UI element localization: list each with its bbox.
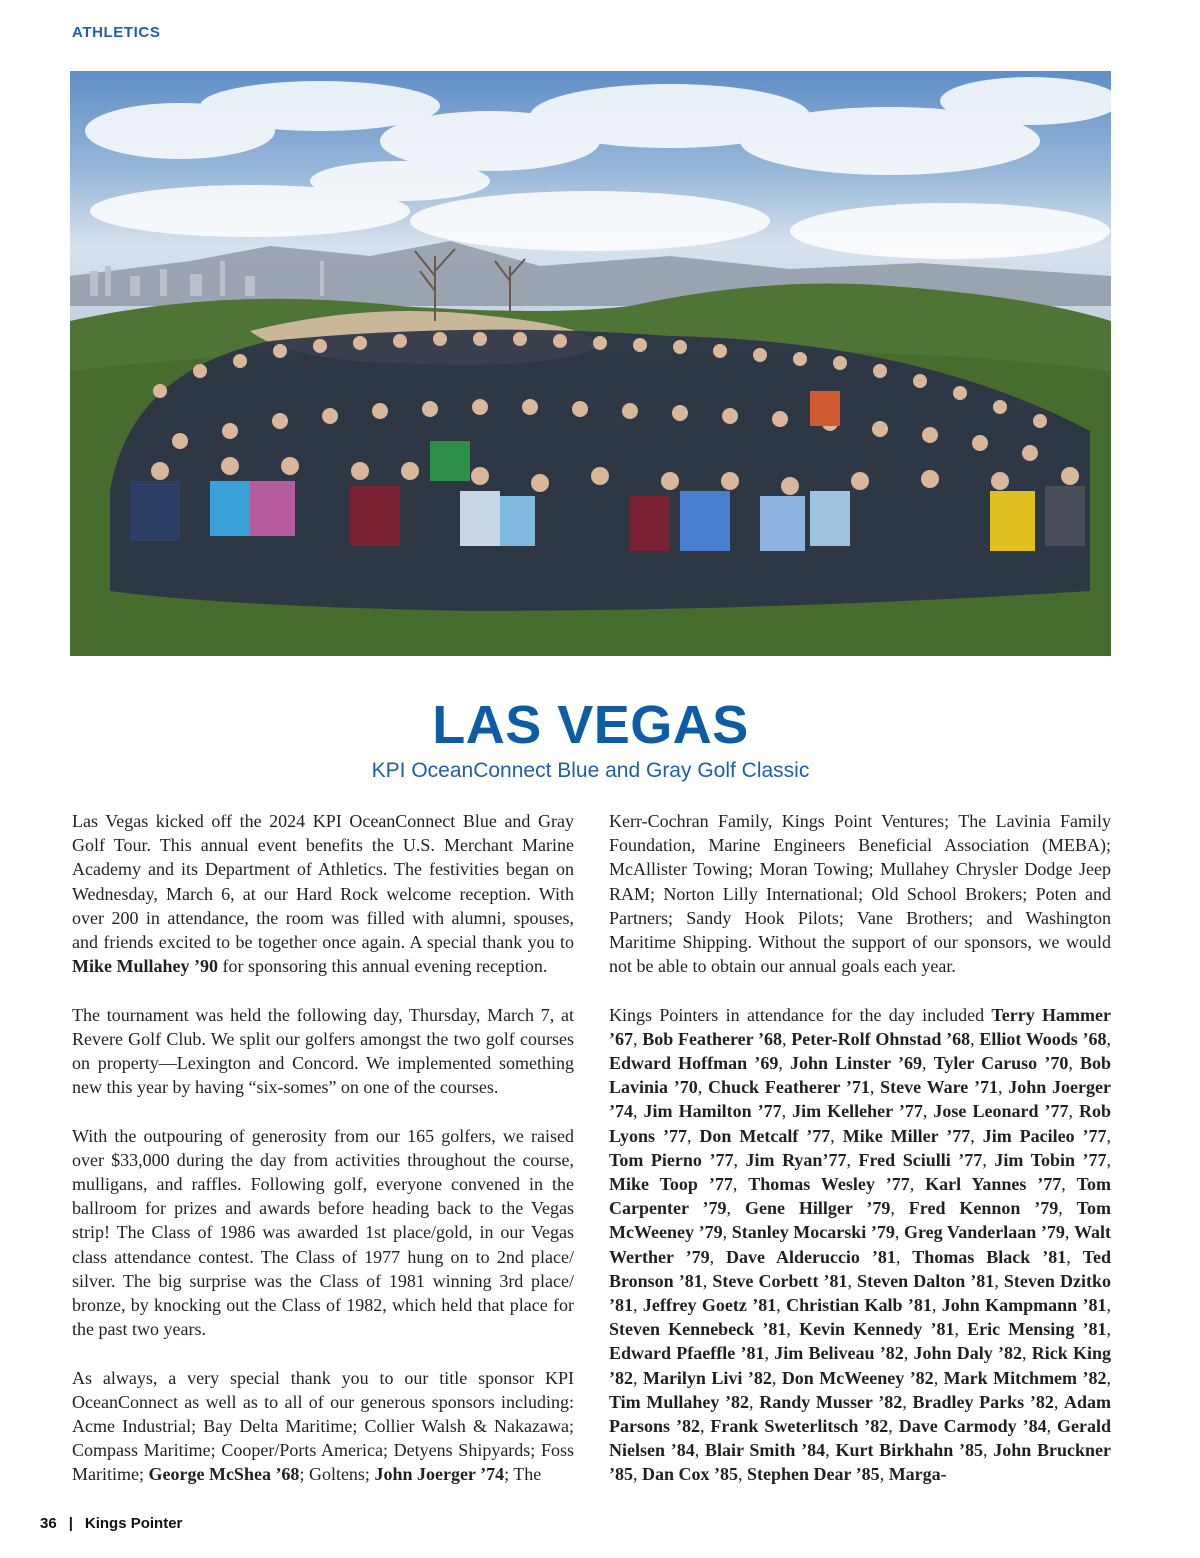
attendee-name: Bradley Parks ’82 (912, 1391, 1054, 1412)
attendee-name: John Bruckner ’85 (609, 1440, 1111, 1485)
attendee-name: Greg Vanderlaan ’79 (904, 1222, 1065, 1243)
paragraph-text: Las Vegas kicked off the 2024 KPI OceanConnect Blue and Gray Golf Tour. This annual event benefits the U.S. Merchant Marine Academy and its Department of Athletics. The festivities began on Wednesday, March 6, at our Hard Rock welcome reception. With over 200 in attendance, the room was filled with alumni, spouses, and friends excited to be together once again. A special thank you to (72, 811, 574, 953)
attendee-name: Kurt Birkhahn ’85 (835, 1440, 983, 1461)
attendee-name: Tom McWeeney ’79 (609, 1198, 1112, 1243)
attendee-name: Don Metcalf ’77 (699, 1125, 831, 1146)
attendee-name: Jim Kelleher ’77 (792, 1101, 923, 1122)
attendee-name: Stephen Dear ’85 (747, 1464, 880, 1485)
paragraph-text: Kings Pointers in attendance for the day included (609, 1004, 992, 1025)
paragraph-text: ; Goltens; (299, 1464, 375, 1485)
attendee-name: Fred Sciulli ’77 (858, 1149, 983, 1170)
attendee-name: Steven Dalton ’81 (857, 1270, 995, 1291)
attendee-name: Randy Musser ’82 (759, 1391, 903, 1412)
attendee-name: Frank Sweterlitsch ’82 (710, 1416, 889, 1437)
attendee-name: Steve Ware ’71 (880, 1077, 998, 1098)
attendee-name: Steve Corbett ’81 (712, 1270, 848, 1291)
attendee-name: Rick King ’82 (609, 1343, 1111, 1388)
attendee-name: Terry Hammer ’67 (609, 1004, 1111, 1049)
attendee-name: Mike Toop ’77 (609, 1174, 733, 1195)
attendee-name: Thomas Wesley ’77 (748, 1174, 910, 1195)
sponsor-name: John Joerger ’74 (374, 1464, 505, 1485)
attendee-name: John Linster ’69 (790, 1053, 923, 1074)
left-column (72, 809, 574, 1511)
attendee-name: Walt Werther ’79 (609, 1222, 1112, 1267)
attendee-list: Terry Hammer ’67, Bob Featherer ’68, Peter-Rolf Ohnstad ’68, Elliot Woods ’68, Edward Hoffman ’69, John Linster ’69, Tyler Caruso ’70, Bob Lavinia ’70, Chuck Featherer ’71, Steve Ware ’71, John Joerger ’74, Jim Hamilton ’77, Jim Kelleher ’77, Jose Leonard ’77, Rob Lyons ’77, Don Metcalf ’77, Mike Miller ’77, Jim Pacileo ’77, Tom Pierno ’77, Jim Ryan’77, Fred Sciulli ’77, Jim Tobin ’77, Mike Toop ’77, Thomas Wesley ’77, Karl Yannes ’77, Tom Carpenter ’79, Gene Hillger ’79, Fred Kennon ’79, Tom McWeeney ’79, Stanley Mocarski ’79, Greg Vanderlaan ’79, Walt Werther ’79, Dave Alderuccio ’81, Thomas Black ’81, Ted Bronson ’81, Steve Corbett ’81, Steven Dalton ’81, Steven Dzitko ’81, Jeffrey Goetz ’81, Christian Kalb ’81, John Kampmann ’81, Steven Kennebeck ’81, Kevin Kennedy ’81, Eric Mensing ’81, Edward Pfaeffle ’81, Jim Beliveau ’82, John Daly ’82, Rick King ’82, Marilyn Livi ’82, Don McWeeney ’82, Mark Mitchmem ’82, Tim Mullahey ’82, Randy Musser ’82, Bradley Parks ’82, Adam Parsons ’82, Frank Sweterlitsch ’82, Dave Carmody ’84, Gerald Nielsen ’84, Blair Smith ’84, Kurt Birkhahn ’85, John Bruckner ’85, Dan Cox ’85, Stephen Dear ’85, (609, 1004, 1112, 1485)
attendee-name: Jeffrey Goetz ’81 (642, 1295, 777, 1316)
attendee-name: Dave Carmody ’84 (898, 1416, 1047, 1437)
attendee-name: Edward Hoffman ’69 (609, 1053, 779, 1074)
attendee-name: Adam Parsons ’82 (609, 1391, 1112, 1437)
attendee-name: John Kampmann ’81 (941, 1295, 1107, 1316)
attendee-name: Ted Bronson ’81 (609, 1246, 1111, 1291)
attendee-name: Elliot Woods ’68 (979, 1028, 1107, 1049)
attendee-name: Tom Carpenter ’79 (609, 1174, 1112, 1219)
attendee-name: Marga- (888, 1464, 947, 1485)
attendee-name: Jim Pacileo ’77 (982, 1125, 1107, 1146)
attendee-name: Gene Hillger ’79 (744, 1198, 891, 1219)
attendee-name: Stanley Mocarski ’79 (731, 1222, 895, 1243)
attendee-name: Tom Pierno ’77 (609, 1149, 734, 1170)
attendee-name: Bob Featherer ’68 (642, 1028, 783, 1049)
paragraph-text: for sponsoring this annual evening reception. (218, 956, 548, 977)
attendee-name: Marilyn Livi ’82 (642, 1367, 772, 1388)
attendee-name: Fred Kennon ’79 (908, 1198, 1059, 1219)
attendee-name: Steven Kennebeck ’81 (609, 1319, 787, 1340)
clouds (85, 77, 1111, 259)
attendee-name: Edward Pfaeffle ’81 (609, 1343, 765, 1364)
publication-name: Kings Pointer (84, 1515, 183, 1532)
paragraph-text: ; The (504, 1464, 542, 1485)
attendee-name: Don McWeeney ’82 (781, 1367, 934, 1388)
attendee-name: Rob Lyons ’77 (609, 1101, 1112, 1146)
page-footer (40, 1515, 182, 1532)
article-title: LAS VEGAS (432, 695, 749, 755)
attendee-name: Jim Tobin ’77 (994, 1149, 1107, 1170)
paragraph-fundraising: With the outpouring of generosity from our 165 golfers, we raised over $33,000 during the day from activities throughout the course, mulligans, and raffles. Following golf, everyone convened in the ballroom for prizes and awards before heading back to the Vegas strip! The Class of 1986 was awarded 1st place/gold, in our Vegas class attendance contest. The Class of 1977 hung on to 2nd place/ silver. The big surprise was the Class of 1981 winning 3rd place/ bronze, by knocking out the Class of 1982, which held that place for the past two years. (72, 1125, 574, 1340)
attendee-name: Blair Smith ’84 (705, 1440, 826, 1461)
attendee-name: Christian Kalb ’81 (786, 1295, 932, 1316)
attendee-name: Peter-Rolf Ohnstad ’68 (791, 1028, 971, 1049)
sponsor-name: Mike Mullahey ’90 (72, 956, 218, 977)
paragraph-tournament: The tournament was held the following day, Thursday, March 7, at Revere Golf Club. We split our golfers amongst the two golf courses on property—Lexington and Concord. We implemented something new this year by having “six-somes” on one of the courses. (72, 1004, 574, 1098)
attendee-name: Bob Lavinia ’70 (609, 1053, 1112, 1098)
attendee-name: Dan Cox ’85 (642, 1464, 739, 1485)
attendee-name: Kevin Kennedy ’81 (799, 1319, 955, 1340)
attendee-name: Chuck Featherer ’71 (708, 1077, 870, 1098)
attendee-name: Steven Dzitko ’81 (609, 1270, 1111, 1316)
paragraph-reception (72, 809, 574, 978)
attendee-name: Mark Mitchmem ’82 (943, 1367, 1107, 1388)
attendee-name: Dave Alderuccio ’81 (726, 1246, 896, 1267)
attendee-name: Tyler Caruso ’70 (933, 1053, 1069, 1074)
attendee-name: Mike Miller ’77 (842, 1125, 971, 1146)
paragraph-sponsors-continued: Kerr-Cochran Family, Kings Point Ventures; The Lavinia Family Foundation, Marine Engineers Beneficial Association (MEBA); McAllister Towing; Moran Towing; Mullahey Chrysler Dodge Jeep RAM; Norton Lilly International; Old School Brokers; Poten and Partners; Sandy Hook Pilots; Vane Brothers; and Washington Maritime Shipping. Without the support of our sponsors, we would not be able to obtain our annual goals each year. (609, 811, 1111, 977)
attendee-name: Gerald Nielsen ’84 (609, 1416, 1112, 1461)
attendee-name: Jim Hamilton ’77 (643, 1101, 782, 1122)
attendee-name: Thomas Black ’81 (912, 1246, 1067, 1267)
attendee-name: Karl Yannes ’77 (925, 1174, 1062, 1195)
attendee-name: Jim Beliveau ’82 (774, 1343, 904, 1364)
footer-separator: | (68, 1515, 73, 1532)
photo-illustration (70, 71, 1111, 656)
sponsor-name: George McShea ’68 (148, 1464, 300, 1485)
attendee-name: John Joerger ’74 (609, 1077, 1112, 1122)
paragraph-text: As always, a very special thank you to our title sponsor KPI OceanConnect as well as to all of our generous sponsors including: Acme Industrial; Bay Delta Maritime; Collier Walsh & Nakazawa; Compass Maritime; Cooper/Ports America; Detyens Shipyards; Foss Maritime; (72, 1367, 574, 1485)
right-column (609, 809, 1111, 1511)
section-label: ATHLETICS (72, 24, 161, 41)
attendee-name: Eric Mensing ’81 (967, 1319, 1107, 1340)
page-number: 36 (40, 1515, 57, 1532)
paragraph-sponsors (72, 1366, 574, 1487)
attendee-name: Jose Leonard ’77 (933, 1101, 1069, 1122)
attendee-name: Tim Mullahey ’82 (609, 1391, 750, 1412)
paragraph-attendees (609, 1003, 1111, 1487)
attendee-name: John Daly ’82 (913, 1343, 1022, 1364)
group-photo (70, 71, 1111, 656)
article-subtitle: KPI OceanConnect Blue and Gray Golf Classic (371, 759, 810, 782)
attendee-name: Jim Ryan’77 (745, 1149, 847, 1170)
